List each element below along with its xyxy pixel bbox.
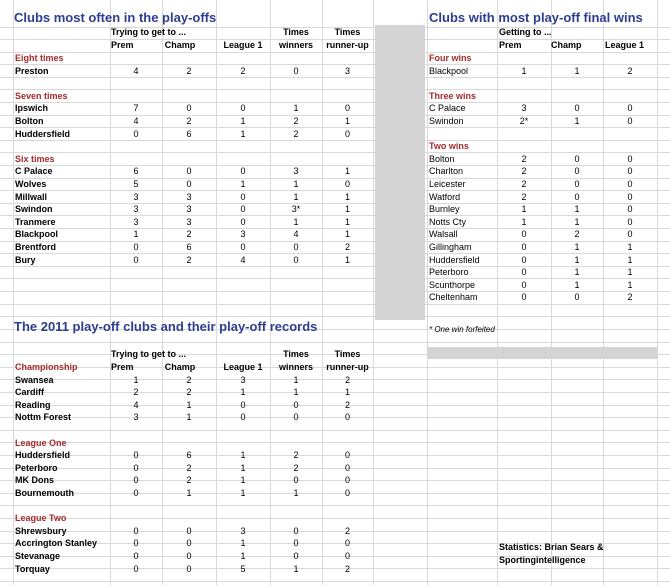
cell-prem: 0 — [133, 538, 139, 549]
grid-row-line — [0, 581, 670, 582]
cell-winners: 1 — [293, 103, 299, 114]
cell-prem: 1 — [133, 374, 139, 385]
cell-champ: 0 — [186, 538, 192, 549]
cell-champ: 0 — [186, 525, 192, 536]
credit-line-2: Sportingintelligence — [499, 555, 586, 565]
cell-champ: 1 — [574, 204, 580, 215]
club-name: Peterboro — [429, 267, 469, 278]
cell-league1: 1 — [240, 475, 246, 486]
cell-league1: 1 — [627, 254, 633, 265]
cell-prem: 4 — [133, 399, 139, 410]
club-name: Peterboro — [15, 462, 58, 473]
cell-prem: 0 — [133, 525, 139, 536]
club-name: Bolton — [429, 153, 455, 164]
cell-prem: 0 — [521, 254, 527, 265]
club-name: Accrington Stanley — [15, 538, 98, 549]
cell-league1: 1 — [240, 128, 246, 139]
header-runner-up: runner-up — [326, 39, 369, 50]
cell-runnerup: 3 — [344, 65, 350, 76]
club-name: Huddersfield — [15, 450, 71, 461]
header-trying-to-get-to: Trying to get to ... — [111, 27, 186, 37]
cell-league1: 3 — [240, 525, 246, 536]
cell-prem: 2 — [521, 179, 527, 189]
header-champ: Champ — [164, 361, 196, 372]
cell-winners: 1 — [293, 216, 299, 227]
cell-winners: 3 — [293, 166, 299, 177]
cell-runnerup: 0 — [344, 488, 350, 498]
cell-runnerup: 2 — [344, 242, 350, 252]
cell-winners: 1 — [293, 488, 299, 498]
header-league-1: League 1 — [223, 39, 263, 50]
cell-winners: 1 — [293, 191, 299, 202]
cell-winners: 2 — [293, 450, 299, 461]
cell-runnerup: 1 — [344, 166, 350, 177]
header-times: Times — [283, 27, 309, 37]
cell-league1: 1 — [627, 242, 633, 252]
cell-champ: 1 — [574, 279, 580, 290]
cell-runnerup: 1 — [344, 116, 350, 126]
cell-runnerup: 1 — [344, 254, 350, 265]
cell-league1: 1 — [240, 462, 246, 473]
cell-league1: 0 — [240, 412, 246, 423]
cell-champ: 0 — [186, 179, 192, 189]
cell-champ: 3 — [186, 216, 192, 227]
cell-winners: 2 — [293, 116, 299, 126]
right-top-title: Clubs with most play-off final wins — [429, 10, 643, 25]
cell-runnerup: 0 — [344, 412, 350, 423]
cell-league1: 2 — [627, 65, 633, 76]
group-label: Championship — [15, 362, 78, 372]
club-name: Swindon — [429, 116, 464, 126]
cell-winners: 4 — [293, 229, 299, 240]
grid-row-line — [0, 77, 670, 78]
club-name: Cheltenham — [429, 292, 478, 303]
club-name: Swindon — [15, 204, 53, 215]
cell-prem: 5 — [133, 179, 139, 189]
header-times: Times — [283, 349, 309, 359]
cell-champ: 1 — [574, 242, 580, 252]
grid-row-line — [0, 518, 670, 519]
club-name: Gillingham — [429, 242, 472, 252]
cell-prem: 4 — [133, 116, 139, 126]
cell-league1: 0 — [627, 116, 633, 126]
header-runner-up: runner-up — [326, 361, 369, 372]
club-name: Tranmere — [15, 216, 56, 227]
cell-winners: 1 — [293, 387, 299, 398]
grid-row-line — [0, 442, 670, 443]
cell-champ: 1 — [186, 399, 192, 410]
cell-champ: 0 — [186, 551, 192, 561]
cell-champ: 1 — [574, 254, 580, 265]
cell-champ: 2 — [186, 387, 192, 398]
grid-row-line — [0, 89, 670, 90]
cell-winners: 0 — [293, 525, 299, 536]
header-prem: Prem — [111, 39, 134, 50]
cell-champ: 2 — [186, 229, 192, 240]
cell-winners: 0 — [293, 65, 299, 76]
cell-champ: 1 — [186, 412, 192, 423]
grid-row-line — [0, 140, 670, 141]
header-winners: winners — [278, 361, 313, 372]
club-name: Leicester — [429, 179, 466, 189]
grid-column-line — [427, 0, 428, 585]
group-label: Four wins — [429, 53, 472, 63]
cell-winners: 3* — [291, 204, 301, 215]
cell-league1: 3 — [240, 374, 246, 385]
cell-league1: 0 — [627, 166, 633, 177]
cell-prem: 0 — [133, 563, 139, 574]
cell-winners: 0 — [293, 538, 299, 549]
cell-champ: 1 — [574, 65, 580, 76]
cell-prem: 0 — [521, 292, 527, 303]
club-name: Preston — [15, 65, 49, 76]
club-name: Scunthorpe — [429, 279, 476, 290]
cell-runnerup: 1 — [344, 229, 350, 240]
club-name: Blackpool — [429, 65, 469, 76]
grid-row-line — [0, 430, 670, 431]
cell-runnerup: 0 — [344, 103, 350, 114]
cell-runnerup: 2 — [344, 399, 350, 410]
cell-prem: 3 — [521, 103, 527, 114]
grid-row-line — [0, 304, 670, 305]
header-trying-to-get-to: Trying to get to ... — [111, 349, 186, 359]
cell-prem: 2 — [521, 166, 527, 177]
cell-champ: 1 — [186, 488, 192, 498]
cell-prem: 3 — [133, 412, 139, 423]
grid-column-line — [373, 0, 374, 585]
cell-champ: 1 — [574, 216, 580, 227]
credit-line-1: Statistics: Brian Sears & — [499, 542, 604, 552]
cell-prem: 1 — [133, 229, 139, 240]
group-label: Three wins — [429, 90, 477, 101]
cell-champ: 0 — [574, 179, 580, 189]
cell-champ: 2 — [574, 229, 580, 240]
club-name: Blackpool — [15, 229, 59, 240]
club-name: Stevanage — [15, 551, 61, 561]
header-times: Times — [334, 349, 361, 359]
cell-league1: 1 — [240, 488, 246, 498]
cell-league1: 1 — [240, 551, 246, 561]
grid-row-line — [0, 342, 670, 343]
cell-prem: 3 — [133, 204, 139, 215]
cell-prem: 2 — [521, 153, 527, 164]
cell-runnerup: 1 — [344, 204, 350, 215]
cell-winners: 0 — [293, 254, 299, 265]
cell-champ: 2 — [186, 116, 192, 126]
club-name: Bournemouth — [15, 488, 74, 498]
header-prem: Prem — [111, 361, 134, 372]
grid-row-line — [0, 505, 670, 506]
cell-prem: 6 — [133, 166, 139, 177]
header-league-1: League 1 — [223, 361, 263, 372]
cell-champ: 0 — [186, 563, 192, 574]
cell-league1: 0 — [627, 229, 633, 240]
club-name: Walsall — [429, 229, 458, 240]
cell-runnerup: 1 — [344, 387, 350, 398]
cell-prem: 0 — [133, 128, 139, 139]
cell-runnerup: 0 — [344, 179, 350, 189]
club-name: Nottm Forest — [15, 412, 71, 423]
footnote: * One win forfeited — [429, 325, 495, 334]
cell-prem: 0 — [521, 267, 527, 278]
header-getting-to: Getting to ... — [499, 27, 552, 37]
club-name: Charlton — [429, 166, 464, 177]
cell-league1: 0 — [627, 191, 633, 202]
grid-column-line — [657, 0, 658, 585]
cell-league1: 0 — [240, 399, 246, 410]
club-name: C Palace — [429, 103, 466, 114]
group-label: Seven times — [15, 90, 68, 101]
group-label: Two wins — [429, 141, 469, 152]
cell-champ: 2 — [186, 65, 192, 76]
club-name: Torquay — [15, 563, 50, 574]
cell-league1: 4 — [240, 254, 246, 265]
club-name: Cardiff — [15, 387, 44, 398]
club-name: Brentford — [15, 242, 56, 252]
cell-champ: 0 — [574, 153, 580, 164]
cell-champ: 1 — [574, 267, 580, 278]
cell-league1: 0 — [627, 179, 633, 189]
header-winners: winners — [278, 39, 313, 50]
club-name: Shrewsbury — [15, 525, 67, 536]
cell-winners: 0 — [293, 412, 299, 423]
cell-runnerup: 1 — [344, 191, 350, 202]
cell-winners: 0 — [293, 475, 299, 486]
cell-champ: 1 — [574, 116, 580, 126]
cell-champ: 2 — [186, 374, 192, 385]
cell-prem: 0 — [521, 242, 527, 252]
cell-winners: 0 — [293, 399, 299, 410]
club-name: Ipswich — [15, 103, 49, 114]
cell-league1: 0 — [627, 216, 633, 227]
cell-winners: 2 — [293, 128, 299, 139]
cell-champ: 2 — [186, 475, 192, 486]
group-label: Eight times — [15, 53, 64, 63]
cell-winners: 2 — [293, 462, 299, 473]
cell-champ: 0 — [186, 103, 192, 114]
club-name: Millwall — [15, 191, 48, 202]
cell-prem: 3 — [133, 191, 139, 202]
cell-league1: 1 — [240, 450, 246, 461]
cell-league1: 1 — [240, 387, 246, 398]
club-name: Burnley — [429, 204, 460, 215]
cell-runnerup: 1 — [344, 216, 350, 227]
cell-prem: 3 — [133, 216, 139, 227]
cell-prem: 0 — [133, 488, 139, 498]
cell-league1: 0 — [240, 103, 246, 114]
cell-champ: 0 — [574, 292, 580, 303]
group-label: Six times — [15, 153, 55, 164]
cell-runnerup: 2 — [344, 525, 350, 536]
cell-league1: 1 — [240, 116, 246, 126]
cell-league1: 0 — [627, 204, 633, 215]
cell-champ: 3 — [186, 204, 192, 215]
cell-runnerup: 0 — [344, 475, 350, 486]
cell-champ: 2 — [186, 462, 192, 473]
club-name: Wolves — [15, 179, 47, 189]
cell-prem: 2 — [521, 191, 527, 202]
cell-league1: 3 — [240, 229, 246, 240]
cell-champ: 6 — [186, 450, 192, 461]
cell-prem: 0 — [133, 450, 139, 461]
cell-prem: 4 — [133, 65, 139, 76]
left-bottom-title: The 2011 play-off clubs and their play-off records — [14, 319, 318, 334]
club-name: C Palace — [15, 166, 53, 177]
cell-league1: 0 — [240, 216, 246, 227]
cell-league1: 0 — [240, 204, 246, 215]
cell-champ: 0 — [574, 191, 580, 202]
cell-prem: 0 — [133, 242, 139, 252]
cell-champ: 0 — [186, 166, 192, 177]
cell-prem: 0 — [133, 254, 139, 265]
cell-champ: 0 — [574, 166, 580, 177]
cell-prem: 0 — [133, 551, 139, 561]
cell-prem: 7 — [133, 103, 139, 114]
cell-runnerup: 0 — [344, 538, 350, 549]
cell-league1: 1 — [627, 279, 633, 290]
cell-prem: 0 — [521, 279, 527, 290]
club-name: Watford — [429, 191, 461, 202]
cell-league1: 1 — [627, 267, 633, 278]
cell-prem: 1 — [521, 216, 527, 227]
header-times: Times — [334, 27, 361, 37]
cell-champ: 2 — [186, 254, 192, 265]
cell-prem: 0 — [521, 229, 527, 240]
club-name: Notts Cty — [429, 216, 467, 227]
header-league-1: League 1 — [605, 40, 645, 50]
cell-winners: 1 — [293, 374, 299, 385]
grid-row-line — [0, 316, 670, 317]
cell-runnerup: 0 — [344, 462, 350, 473]
cell-league1: 2 — [627, 292, 633, 303]
cell-champ: 0 — [574, 103, 580, 114]
cell-prem: 2 — [133, 387, 139, 398]
cell-winners: 0 — [293, 551, 299, 561]
cell-league1: 5 — [240, 563, 246, 574]
left-top-title: Clubs most often in the play-offs — [14, 10, 217, 25]
cell-champ: 3 — [186, 191, 192, 202]
cell-league1: 1 — [240, 538, 246, 549]
cell-prem: 1 — [521, 204, 527, 215]
cell-runnerup: 2 — [344, 374, 350, 385]
grey-column-separator — [375, 25, 425, 320]
cell-champ: 6 — [186, 128, 192, 139]
cell-winners: 0 — [293, 242, 299, 252]
cell-prem: 1 — [521, 65, 527, 76]
cell-league1: 0 — [240, 166, 246, 177]
header-champ: Champ — [551, 40, 582, 50]
club-name: Bolton — [15, 116, 44, 126]
cell-winners: 1 — [293, 179, 299, 189]
cell-league1: 0 — [240, 242, 246, 252]
club-name: Huddersfield — [15, 128, 71, 139]
cell-league1: 0 — [240, 191, 246, 202]
cell-prem: 2* — [519, 116, 529, 126]
grey-row-separator — [427, 347, 657, 359]
header-prem: Prem — [499, 40, 522, 50]
cell-league1: 2 — [240, 65, 246, 76]
cell-runnerup: 0 — [344, 450, 350, 461]
club-name: Swansea — [15, 374, 54, 385]
group-label: League One — [15, 437, 67, 448]
cell-prem: 0 — [133, 475, 139, 486]
cell-winners: 1 — [293, 563, 299, 574]
club-name: Huddersfield — [429, 254, 480, 265]
cell-prem: 0 — [133, 462, 139, 473]
cell-runnerup: 0 — [344, 551, 350, 561]
cell-runnerup: 0 — [344, 128, 350, 139]
cell-league1: 0 — [627, 103, 633, 114]
group-label: League Two — [15, 513, 67, 524]
club-name: MK Dons — [15, 475, 54, 486]
club-name: Reading — [15, 399, 51, 410]
header-champ: Champ — [164, 39, 196, 50]
grid-row-line — [0, 52, 670, 53]
cell-runnerup: 2 — [344, 563, 350, 574]
cell-league1: 0 — [627, 153, 633, 164]
grid-column-line — [13, 0, 14, 585]
club-name: Bury — [15, 254, 36, 265]
cell-champ: 6 — [186, 242, 192, 252]
cell-league1: 1 — [240, 179, 246, 189]
